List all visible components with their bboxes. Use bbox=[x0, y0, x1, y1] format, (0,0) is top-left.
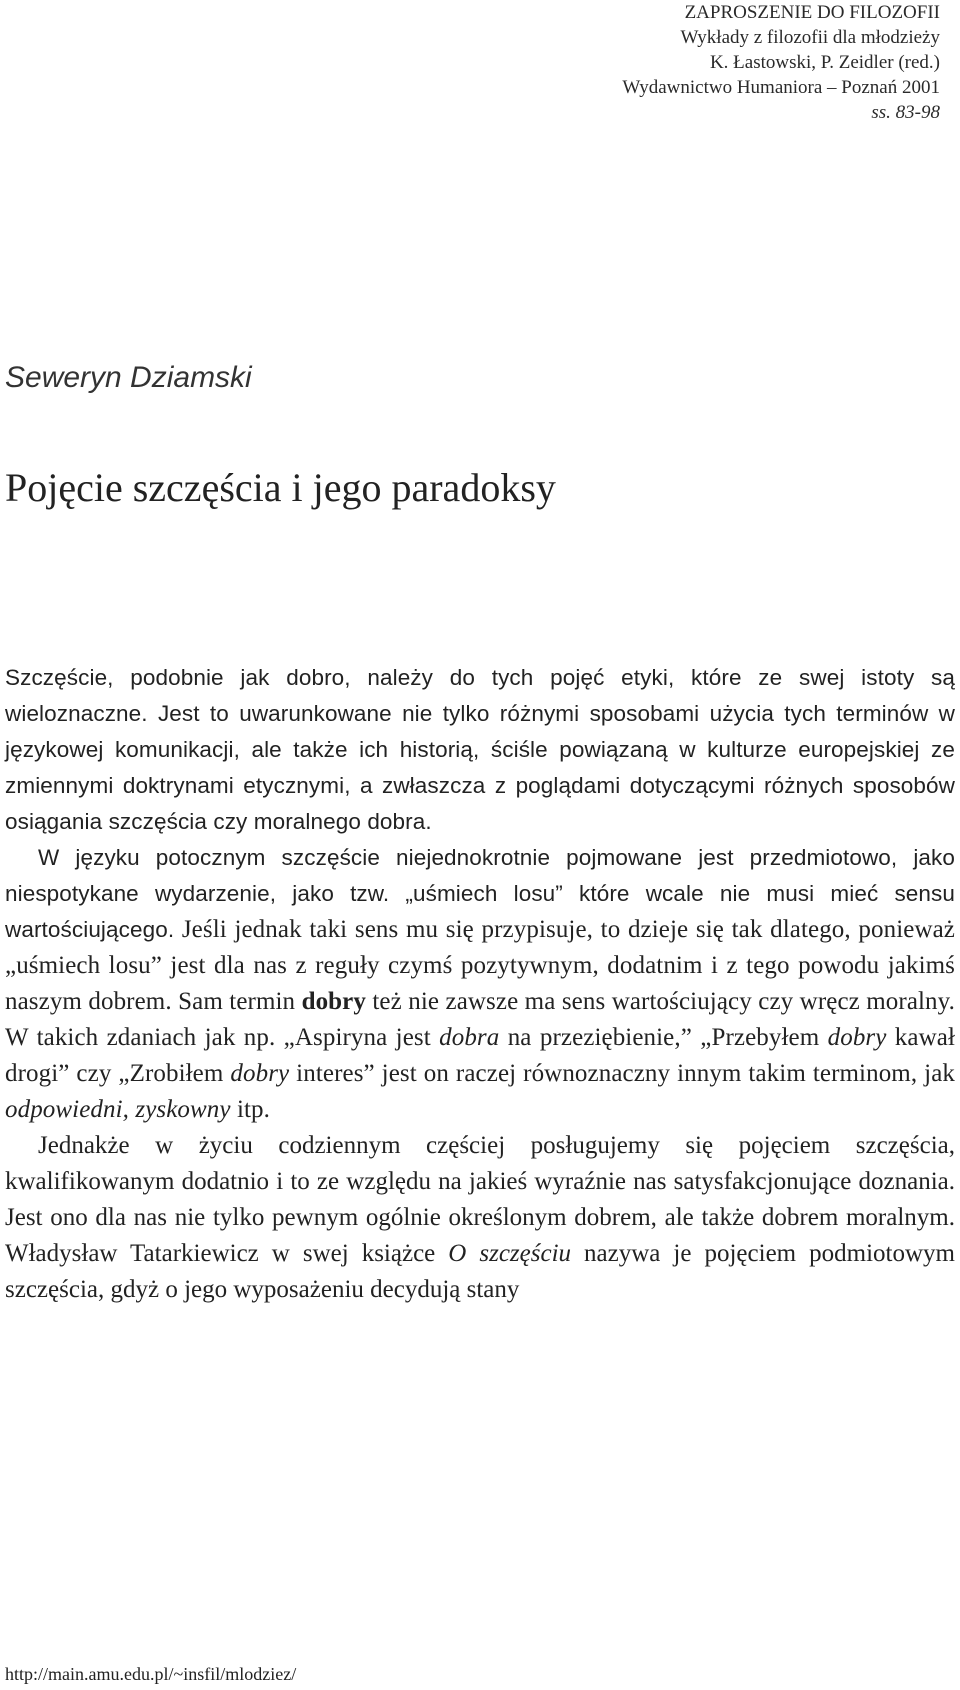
bold-term-dobry: dobry bbox=[301, 988, 366, 1015]
italic-term-3: dobry bbox=[230, 1060, 290, 1087]
paragraph-1-text: Szczęście, podobnie jak dobro, należy do tych pojęć etyki, które ze swej istoty są wieloznaczne. Jest to uwarunkowane nie tylko różnymi sposobami użycia tych terminów w językowej komunikacji, ale także ich historią, ściśle powiązaną w kulturze europejskiej ze zmiennymi doktrynami etycznymi, a zwłaszcza z poglądami dotyczącymi różnych sposobów osiągania szczęścia czy moralnego dobra. bbox=[5, 665, 955, 834]
paragraph-2-text-g: itp. bbox=[230, 1096, 270, 1123]
author-name: Seweryn Dziamski bbox=[5, 361, 252, 394]
paragraph-2-text-d: na przeziębienie,” „Przebyłem bbox=[499, 1024, 828, 1051]
book-title: O szczęściu bbox=[448, 1240, 572, 1267]
italic-term-1: dobra bbox=[439, 1024, 500, 1051]
header-series-title: ZAPROSZENIE DO FILOZOFII bbox=[684, 2, 940, 23]
paragraph-3-text-a: Jednakże w życiu codziennym częściej posługujemy się pojęciem szczęścia, kwalifikowanym dodatnio i to ze względu na jakieś wyraźnie nas satysfakcjonujące doznania. Jest ono dla nas nie tylko pewnym ogólnie określonym dobrem, ale także dobrem moralnym. Władysław Tatarkiewicz w swej książce bbox=[5, 1132, 955, 1267]
header-editors: K. Łastowski, P. Zeidler (red.) bbox=[709, 52, 940, 73]
italic-term-2: dobry bbox=[827, 1024, 887, 1051]
article-body bbox=[5, 660, 955, 1308]
publication-header bbox=[180, 0, 940, 125]
paragraph-2-text-c: też nie zawsze ma sens wartościujący czy wręcz moralny. W takich zdaniach jak np. „Aspiryna jest bbox=[5, 988, 955, 1051]
italic-term-4: odpowiedni, zyskowny bbox=[5, 1096, 231, 1123]
paragraph-3 bbox=[5, 1128, 955, 1308]
paragraph-2-text-b: Jeśli jednak taki sens mu się przypisuje, to dzieje się tak dlatego, ponieważ „uśmiech losu” jest dla nas z reguły czymś pozytywnym, dodatnim i z tego powodu jakimś naszym dobrem. Sam termin bbox=[5, 916, 955, 1015]
article-title: Pojęcie szczęścia i jego paradoksy bbox=[5, 465, 556, 510]
header-publisher: Wydawnictwo Humaniora – Poznań 2001 bbox=[622, 77, 940, 98]
paragraph-2-text-a: W języku potocznym szczęście niejednokrotnie pojmowane jest przedmiotowo, jako niespotykane wydarzenie, jako tzw. „uśmiech losu” które wcale nie musi mieć sensu wartościującego. bbox=[5, 845, 955, 942]
header-subtitle: Wykłady z filozofii dla młodzieży bbox=[680, 27, 940, 48]
paragraph-1 bbox=[5, 660, 955, 840]
footer-url: http://main.amu.edu.pl/~insfil/mlodziez/ bbox=[5, 1664, 297, 1684]
paragraph-2-start bbox=[5, 840, 955, 1128]
header-pages: ss. 83-98 bbox=[871, 102, 940, 123]
paragraph-2-text-f: interes” jest on raczej równoznaczny innym takim terminom, jak bbox=[289, 1060, 955, 1087]
paragraph-2-text-e: kawał drogi” czy „Zrobiłem bbox=[5, 1024, 955, 1087]
paragraph-3-text-b: nazywa je pojęciem podmiotowym szczęścia, gdyż o jego wyposażeniu decydują stany bbox=[5, 1240, 955, 1303]
